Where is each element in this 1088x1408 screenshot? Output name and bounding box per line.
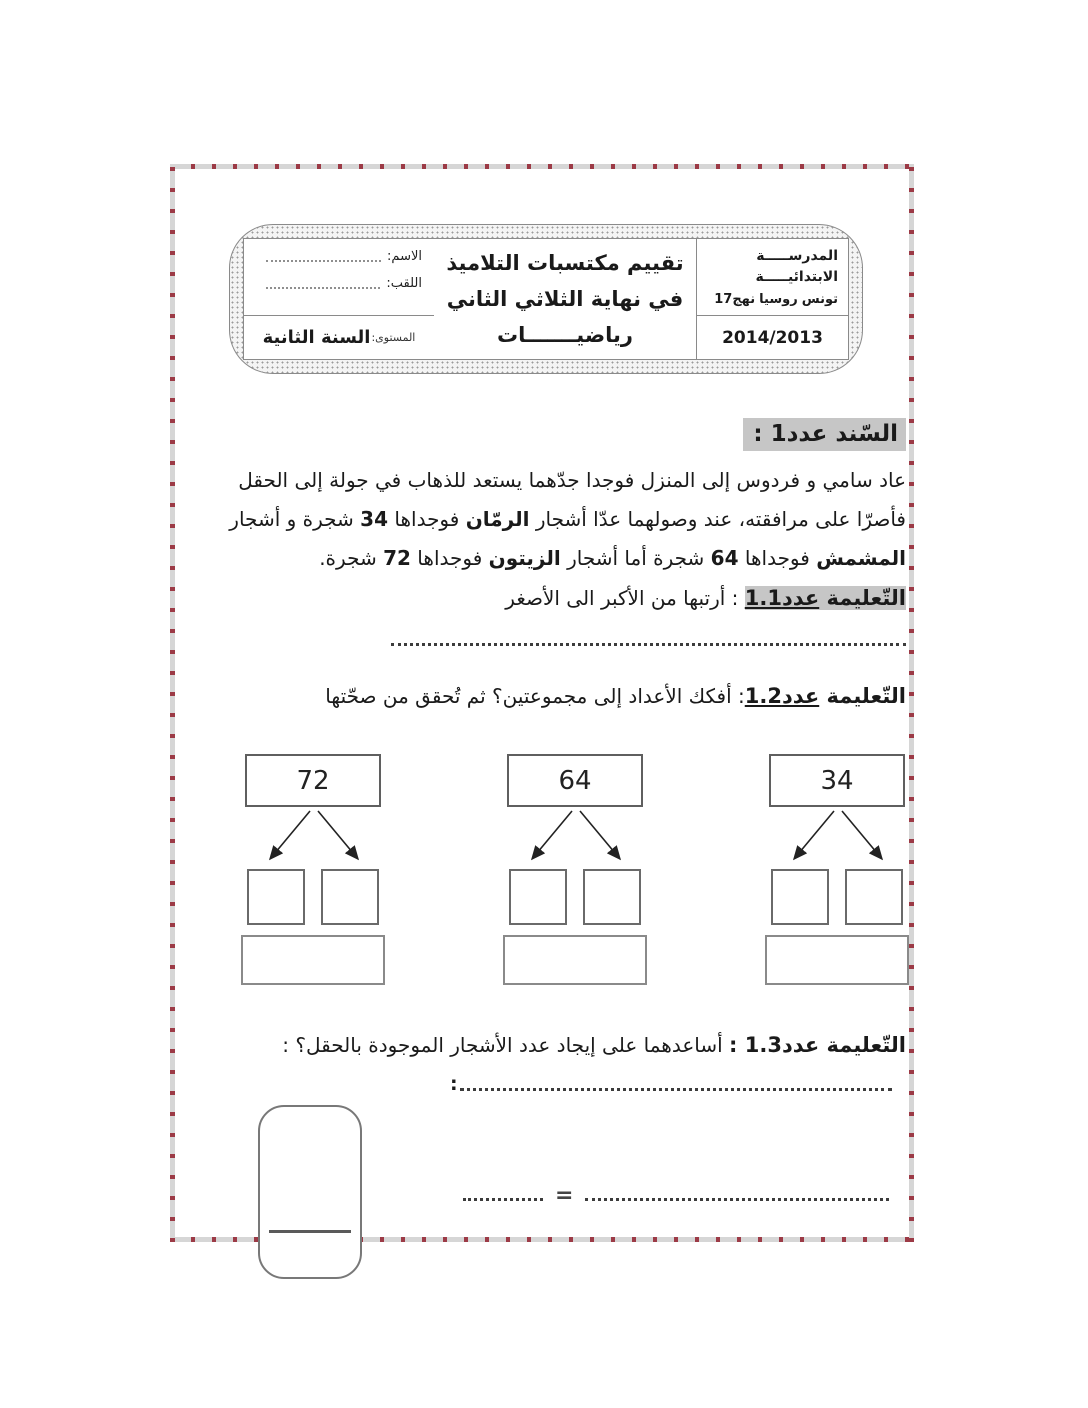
equals-sign: = bbox=[555, 1183, 574, 1208]
story-paragraph bbox=[186, 461, 906, 578]
part-boxes bbox=[509, 869, 641, 925]
count-olive: 72 bbox=[383, 546, 411, 570]
decomposition-diagrams bbox=[186, 754, 906, 985]
exam-title-line2: في نهاية الثلاثي الثاني bbox=[446, 287, 684, 311]
instruction-1-2-label: التّعليمة عدد1.2 bbox=[744, 684, 906, 708]
exam-title-line1: تقييم مكتسبات التلاميذ bbox=[446, 251, 684, 275]
equation-answer-line bbox=[463, 1183, 889, 1214]
level-cell bbox=[244, 315, 434, 359]
exam-title-cell bbox=[434, 239, 696, 359]
border-edge-right bbox=[909, 164, 914, 1242]
school-name-line2: الابتدائيـــــة bbox=[755, 269, 838, 285]
exam-title-line3: رياضيـــــــات bbox=[497, 323, 633, 347]
part-box-left bbox=[509, 869, 567, 925]
check-box bbox=[241, 935, 385, 985]
name-fill-line bbox=[266, 250, 381, 262]
story-line-3: المشمش فوجداها 64 شجرة أما أشجار الزيتون فوجداها 72 شجرة. bbox=[319, 546, 906, 570]
split-arrows-icon bbox=[500, 807, 650, 869]
instruction-1-3 bbox=[186, 1027, 906, 1063]
number-box: 34 bbox=[769, 754, 905, 807]
check-box bbox=[503, 935, 647, 985]
student-info-cell bbox=[244, 239, 434, 359]
keyword-olive: الزيتون bbox=[488, 546, 561, 570]
check-box bbox=[765, 935, 909, 985]
border-edge-left bbox=[170, 164, 175, 1242]
school-info-cell bbox=[696, 239, 848, 359]
surname-label: اللقب: bbox=[386, 276, 422, 291]
equation-dots-right bbox=[585, 1197, 889, 1201]
instruction-1-1-label: التّعليمة عدد1.1 bbox=[744, 586, 906, 610]
answer-line-1-1 bbox=[391, 642, 906, 646]
operation-result-line bbox=[269, 1230, 351, 1233]
keyword-pomegranate: الرمّان bbox=[465, 507, 530, 531]
decomposition-diagram-34 bbox=[762, 754, 912, 985]
instruction-1-2 bbox=[186, 678, 906, 714]
part-boxes bbox=[247, 869, 379, 925]
school-address-word2: روسيا bbox=[759, 292, 798, 307]
name-field-row bbox=[258, 249, 422, 264]
school-address-number-street: 17نهج bbox=[714, 292, 756, 307]
level-label: المستوى: bbox=[371, 331, 416, 344]
part-box-right bbox=[321, 869, 379, 925]
part-box-left bbox=[247, 869, 305, 925]
story-line-1: عاد سامي و فردوس إلى المنزل فوجدا جدّهما يستعد للذهاب في جولة إلى الحقل bbox=[238, 468, 906, 492]
keyword-apricot: المشمش bbox=[816, 546, 906, 570]
student-name-fields bbox=[244, 239, 434, 315]
school-name-line1: المدرســـــة bbox=[756, 248, 838, 264]
answer-colon: : bbox=[450, 1073, 458, 1095]
school-address-word3: تونس bbox=[801, 292, 838, 307]
instruction-1-1 bbox=[186, 580, 906, 616]
surname-fill-line bbox=[266, 277, 380, 289]
instruction-1-3-label: التّعليمة عدد1.3 : bbox=[729, 1033, 906, 1057]
part-box-right bbox=[845, 869, 903, 925]
instruction-1-3-text: أساعدهما على إيجاد عدد الأشجار الموجودة بالحقل؟ : bbox=[282, 1033, 730, 1057]
border-edge-top bbox=[170, 164, 914, 169]
decomposition-diagram-64 bbox=[500, 754, 650, 985]
level-value: السنة الثانية bbox=[262, 327, 371, 348]
equation-dots-left bbox=[463, 1197, 543, 1201]
name-label: الاسم: bbox=[387, 249, 422, 264]
count-pomegranate: 34 bbox=[360, 507, 389, 531]
count-apricot: 64 bbox=[710, 546, 739, 570]
school-name bbox=[697, 239, 848, 315]
header-table bbox=[243, 238, 849, 360]
split-arrows-icon bbox=[238, 807, 388, 869]
instruction-1-1-text: : أرتبها من الأكبر الى الأصغر bbox=[505, 586, 745, 610]
answer-line-1-3 bbox=[450, 1073, 892, 1095]
instruction-1-2-text: : أفكك الأعداد إلى مجموعتين؟ ثم تُحقق من صحّتها bbox=[325, 684, 745, 708]
decomposition-diagram-72 bbox=[238, 754, 388, 985]
number-box: 72 bbox=[245, 754, 381, 807]
split-arrows-icon bbox=[762, 807, 912, 869]
answer-dotted-line bbox=[460, 1087, 892, 1091]
part-boxes bbox=[771, 869, 903, 925]
number-box: 64 bbox=[507, 754, 643, 807]
operation-box bbox=[258, 1105, 362, 1279]
header-cartouche bbox=[229, 224, 863, 374]
school-year: 2014/2013 bbox=[697, 315, 848, 359]
school-address bbox=[701, 289, 838, 310]
surname-field-row bbox=[258, 276, 422, 291]
support-heading: السّند عدد1 : bbox=[743, 418, 906, 451]
part-box-left bbox=[771, 869, 829, 925]
worksheet-body bbox=[186, 418, 906, 1294]
part-box-right bbox=[583, 869, 641, 925]
calculation-zone bbox=[186, 1099, 906, 1294]
story-line-2: فأصرّا على مرافقته، عند وصولهما عدّا أشجار الرمّان فوجداها 34 شجرة و أشجار bbox=[229, 507, 906, 531]
